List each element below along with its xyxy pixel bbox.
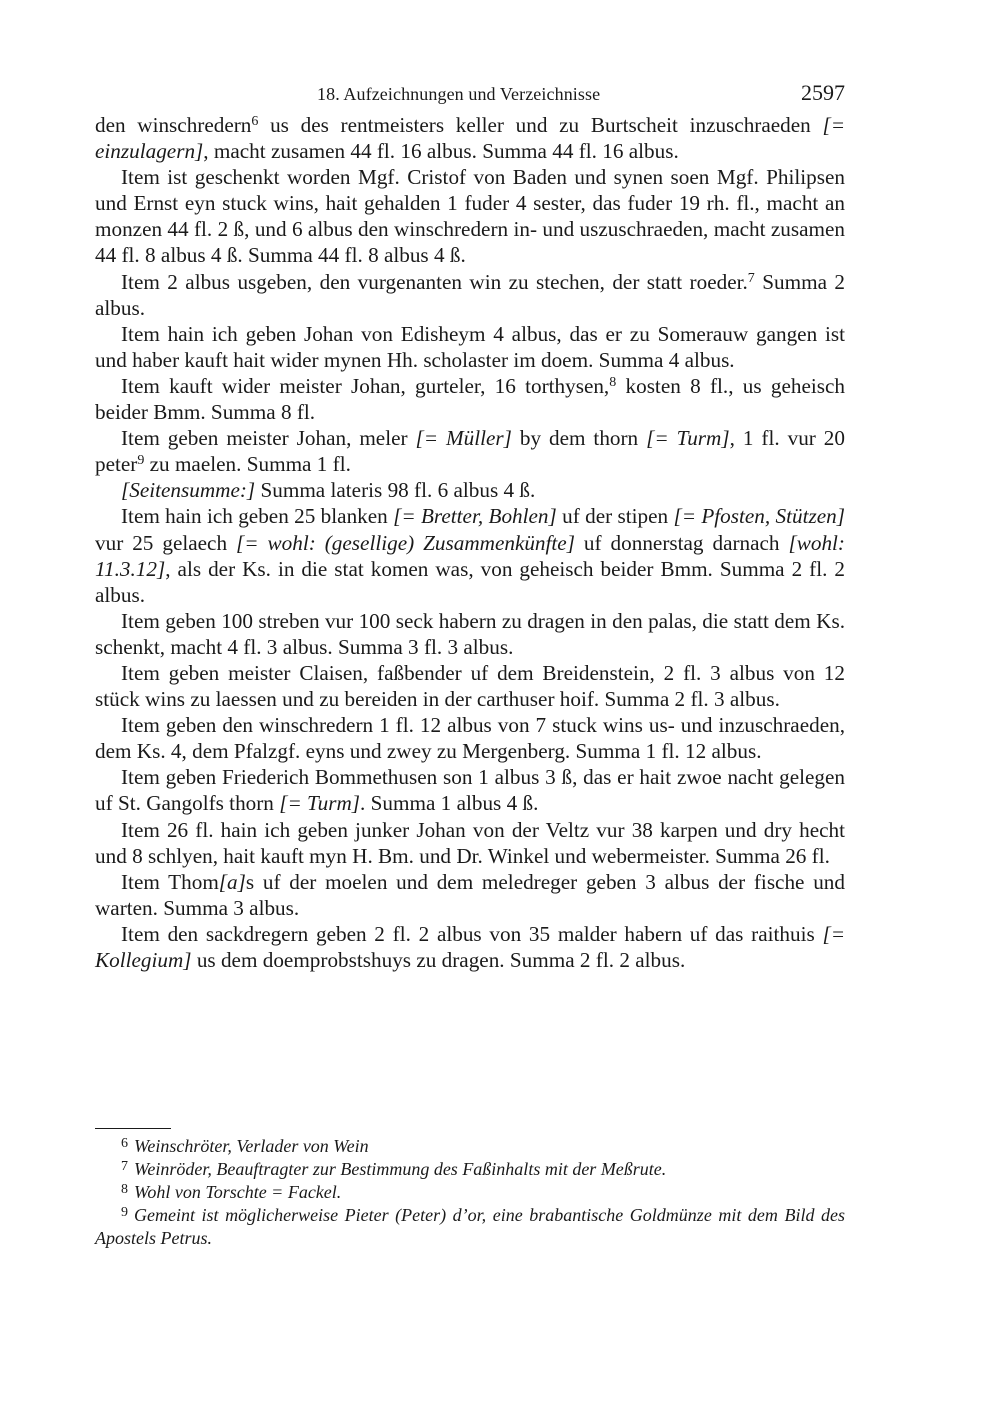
paragraph-14: [95, 869, 845, 921]
footnote-ref-9[interactable]: 9: [137, 453, 145, 469]
paragraph-8: [95, 503, 845, 607]
page-content: [95, 78, 845, 973]
editorial-gloss: [= Turm]: [646, 426, 730, 451]
paragraph-15: [95, 921, 845, 973]
text-run: Item geben meister Claisen, faßbender uf dem Breidenstein, 2 fl. 3 albus von 12 stück wins zu laessen und zu bereiden in der carthuser hoif. Summa 2 fl. 3 albus.: [95, 660, 845, 712]
text-run: . Summa 1 albus 4 ß.: [360, 791, 539, 816]
footnote-number: 7: [121, 1159, 128, 1174]
footnote-text: Weinröder, Beauftragter zur Bestimmung des Faßinhalts mit der Meßrute.: [134, 1159, 667, 1179]
editorial-gloss: [= Kollegium]: [95, 921, 845, 972]
text-run: Item geben Friederich Bommethusen son 1 albus 3 ß, das er hait zwoe nacht gelegen uf St. Gangolfs thorn: [95, 765, 845, 816]
footnote-number: 9: [121, 1205, 128, 1220]
text-run: Item 26 fl. hain ich geben junker Johan von der Veltz vur 38 karpen und dry hecht und 8 schlyen, hait kauft myn H. Bm. und Dr. Winkel und webermeister. Summa 26 fl.: [95, 817, 845, 868]
text-run: Item hain ich geben Johan von Edisheym 4 albus, das er zu Somerauw gangen ist und haber kauft hait wider mynen Hh. scholaster im doem. Summa 4 albus.: [95, 321, 845, 372]
text-run: Summa 2 albus.: [95, 269, 846, 320]
text-run: Item kauft wider meister Johan, gurteler, 16 torthysen,: [121, 373, 610, 398]
text-run: s uf der moelen und dem meledreger geben 3 albus der fische und warten. Summa 3 albus.: [95, 869, 845, 920]
paragraph-6: [95, 425, 845, 477]
text-run: , 1 fl. vur 20 peter: [95, 426, 845, 477]
text-run: us dem doemprobstshuys zu dragen. Summa 2 fl. 2 albus.: [191, 948, 686, 972]
text-run: us des rentmeisters keller und zu Burtscheit inzuschraeden: [258, 113, 823, 137]
text-run: Item geben meister Johan, meler: [121, 426, 416, 451]
text-run: Summa lateris 98 fl. 6 albus 4 ß.: [255, 478, 536, 503]
editorial-gloss: [= einzulagern]: [95, 113, 845, 164]
editorial-gloss: [a]: [218, 869, 246, 894]
text-run: Item hain ich geben 25 blanken: [121, 504, 394, 529]
paragraph-9: [95, 608, 845, 660]
text-run: Item geben 100 streben vur 100 seck habern zu dragen in den palas, die statt dem Ks. schenkt, macht 4 fl. 3 albus. Summa 3 fl. 3 albus.: [95, 608, 845, 659]
paragraph-11: [95, 712, 845, 764]
text-run: Item ist geschenkt worden Mgf. Cristof von Baden und synen soen Mgf. Philipsen und Ernst eyn stuck wins, hait gehalden 1 fuder 4 sester, das fuder 19 rh. fl., macht an monzen 44 fl. 2 ß, und 6 albus den winschredern in- und uszuschraeden, macht zusamen 44 fl. 8 albus 4 ß. Summa 44 fl. 8 albus 4 ß.: [95, 165, 845, 268]
editorial-gloss: [= Müller]: [415, 426, 512, 451]
text-run: , als der Ks. in die stat komen was, von geheisch beider Bmm. Summa 2 fl. 2 albus.: [95, 556, 845, 607]
paragraph-10: [95, 660, 845, 712]
text-run: uf der stipen: [556, 504, 674, 529]
paragraph-4: [95, 321, 845, 373]
footnote-text: Weinschröter, Verlader von Wein: [134, 1136, 369, 1156]
paragraph-3: [95, 269, 845, 321]
text-run: Item geben den winschredern 1 fl. 12 albus von 7 stuck wins us- und inzuschraeden, dem Ks. 4, dem Pfalzgf. eyns und zwey zu Mergenberg. Summa 1 fl. 12 albus.: [95, 713, 845, 764]
editorial-gloss: [wohl: 11.3.12]: [95, 530, 845, 581]
text-run: Item den sackdregern geben 2 fl. 2 albus von 35 malder habern uf das raithuis: [121, 921, 823, 946]
text-run: , macht zusamen 44 fl. 16 albus. Summa 44 fl. 16 albus.: [203, 139, 679, 164]
footnote-9: [95, 1204, 845, 1250]
footnote-6: [95, 1135, 845, 1158]
editorial-gloss: [= Bretter, Bohlen]: [393, 504, 557, 529]
footnote-8: [95, 1181, 845, 1204]
body-text: [95, 112, 845, 973]
running-head: [95, 78, 845, 112]
paragraph-7: [95, 477, 845, 503]
text-run: uf donnerstag darnach: [574, 530, 789, 555]
footnote-ref-7[interactable]: 7: [747, 270, 755, 286]
footnotes: [95, 1135, 845, 1250]
text-run: zu maelen. Summa 1 fl.: [144, 452, 351, 477]
paragraph-12: [95, 764, 845, 816]
footnote-7: [95, 1158, 845, 1181]
paragraph-13: [95, 817, 845, 869]
footnote-divider: [95, 1128, 171, 1129]
footnote-number: 8: [121, 1182, 128, 1197]
paragraph-5: [95, 373, 845, 425]
footnote-text: Wohl von Torschte = Fackel.: [134, 1182, 342, 1202]
page-number: 2597: [801, 80, 845, 105]
text-run: kosten 8 fl., us geheisch beider Bmm. Summa 8 fl.: [95, 373, 845, 425]
footnote-ref-6[interactable]: 6: [251, 114, 259, 129]
editorial-gloss: [= wohl: (gesellige) Zusammenkünfte]: [236, 530, 575, 555]
editorial-gloss: [Seitensumme:]: [121, 478, 256, 503]
footnote-ref-8[interactable]: 8: [609, 374, 617, 390]
text-run: den winschredern: [95, 113, 252, 137]
text-run: by dem thorn: [511, 426, 647, 451]
text-run: vur 25 gelaech: [95, 530, 237, 555]
editorial-gloss: [= Turm]: [279, 791, 361, 816]
running-title: 18. Aufzeichnungen und Verzeichnisse: [317, 84, 601, 104]
text-run: Item 2 albus usgeben, den vurgenanten win zu stechen, der statt roeder.: [121, 269, 748, 294]
footnote-number: 6: [121, 1136, 128, 1151]
paragraph-2: [95, 164, 845, 268]
editorial-gloss: [= Pfosten, Stützen]: [673, 504, 845, 529]
footnote-text: Gemeint ist möglicherweise Pieter (Peter) d’or, eine brabantische Goldmünze mit dem Bild des Apostels Petrus.: [95, 1205, 845, 1248]
paragraph-1: [95, 112, 845, 164]
text-run: Item Thom: [121, 869, 219, 894]
